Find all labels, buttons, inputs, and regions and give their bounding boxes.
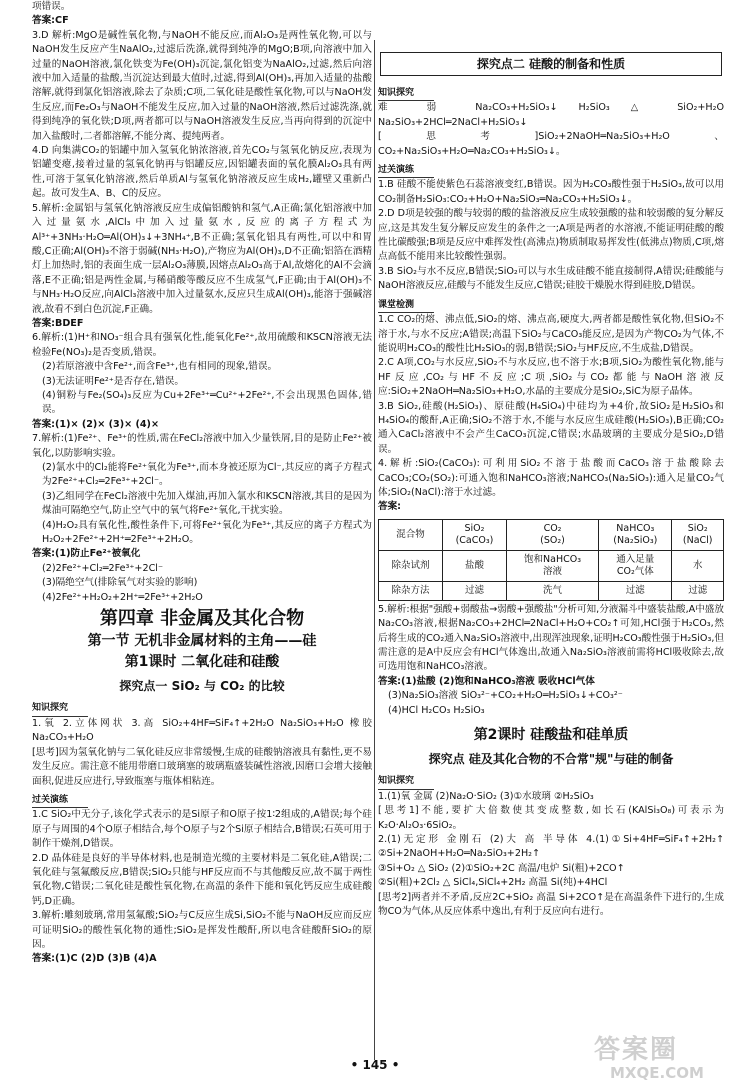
test-item: 2.C A项,CO₂与水反应,SiO₂不与水反应,也不溶于水;B项,SiO₂为酸性氧化物,能与HF反应,CO₂与HF不反应;C项,SiO₂与CO₂都能与NaOH溶液反应:SiO₂+2NaOH═Na₂SiO₃+H₂O,水晶的主要成分是SiO₂,SiC为原子晶体。 — [378, 357, 724, 398]
answer-paragraph: 3.D 解析:MgO是碱性氧化物,与NaOH不能反应,而Al₂O₃是两性氧化物,可以与NaOH发生反应产生NaAlO₂,过滤后洗涤,就得到纯净的MgO;B项,向溶液中加入过量的NaOH溶液,氯化铁变为Fe(OH)₃沉淀,氯化铝变为NaAlO₂,过滤,然后向溶液中加入适量的盐酸,当沉淀达到最大值时,过滤,得到Al(OH)₃,再加入适量的盐酸溶解,就得到氯化铝溶液,除去了杂质;C项,二氧化硅是酸性氧化物,可以与NaOH发生反应,而Fe₂O₃与NaOH不能发生反应,加入过量的NaOH溶液,然后过滤洗涤,就得到纯净的氧化铁;D项,两者都可以与NaOH溶液发生反应,当再向得到的沉淀中加入盐酸时,二者都溶解,不能分离、提纯两者。 — [32, 29, 372, 142]
practice-item: 3.B SiO₂与水不反应,B错误;SiO₂可以与水生成硅酸不能直接制得,A错误;硅酸能与NaOH溶液反应,硅酸与不能发生反应,C错误;硅胶干燥脱水得到硅胶,D错误。 — [378, 265, 724, 292]
practice-tag: 过关演练 — [32, 793, 88, 808]
knowledge-text: 1.(1)氧 金属 (2)Na₂O·SiO₂ (3)①水玻璃 ②H₂SiO₃ — [378, 790, 594, 802]
test-item: 5.解析:根据"强酸+弱酸盐→弱酸+强酸盐"分析可知,分液漏斗中盛装盐酸,A中盛放Na₂CO₃溶液,根据Na₂CO₃+2HCl═2NaCl+H₂O+CO₂↑可知,HCl强于H₂CO₃,然后将生成的CO₂通入Na₂SiO₃溶液中,出现浑浊现象,证明H₂CO₃酸性强于H₂SiO₃,但需注意的是A中反应会有HCl气体逸出,故通入Na₂SiO₃溶液前需将HCl吸收除去,故可选用饱和NaHCO₃溶液。 — [378, 603, 724, 673]
table-cell: 洗气 — [506, 581, 598, 600]
test-item: 1.C CO₂的熔、沸点低,SiO₂的熔、沸点高,硬度大,两者都是酸性氧化物,但SiO₂不溶于水,与水不反应;A错误;高温下SiO₂与CaCO₃能反应,是因为产物CO₂为气体,不能说明H₂CO₃的酸性比H₂SiO₃的弱,B错误;SiO₂与HF反应,不生成盐,D错误。 — [378, 314, 724, 354]
answer-line: (4)HCl H₂CO₃ H₂SiO₃ — [388, 704, 485, 716]
think-text: [思考]SiO₂+2NaOH═Na₂SiO₃+H₂O、CO₂+Na₂SiO₃+H₂O═Na₂CO₃+H₂SiO₃↓。 — [378, 131, 724, 157]
answer-paragraph: 6.解析:(1)H⁺和NO₃⁻组合具有强氧化性,能氧化Fe²⁺,故用硫酸和KSCN溶液无法检验Fe(NO₃)₂是否变质,错误。 — [32, 332, 372, 358]
answer-line: 答案:CF — [32, 15, 69, 27]
column-divider — [374, 40, 375, 1060]
answer-line: 答案: — [378, 501, 402, 513]
table-cell: 过滤 — [672, 581, 724, 600]
table-cell: 过滤 — [443, 581, 507, 600]
think-text: [思考2]两者并不矛盾,反应2C+SiO₂ 高温 Si+2CO↑是在高温条件下进行的,生成物CO为气体,从反应体系中逸出,有利于反应向右进行。 — [378, 891, 724, 918]
answer-paragraph: (4)铜粉与Fe₂(SO₄)₃反应为Cu+2Fe³⁺═Cu²⁺+2Fe²⁺,不会出现黑色固体,错误。 — [42, 389, 372, 416]
answer-line: 答案:(1)C (2)D (3)B (4)A — [32, 953, 157, 965]
answer-paragraph: 4.D 向集满CO₂的铝罐中加入氢氧化钠浓溶液,首先CO₂与氢氧化钠反应,表现为铝罐变瘪,接着过量的氢氧化钠再与铝罐反应,因铝罐表面的氧化膜Al₂O₃具有两性,可溶于氢氧化钠溶液,然后单质Al与氢氧化钠溶液反应生成H₂,罐壁又重新凸起。故可发生A、B、C的反应。 — [32, 145, 372, 200]
probe-heading: 探究点 硅及其化合物的不合常"规"与硅的制备 — [428, 752, 674, 767]
knowledge-tag: 知识探究 — [378, 86, 434, 101]
left-column — [32, 0, 372, 967]
answer-line: 答案:(1)盐酸 (2)饱和NaHCO₃溶液 吸收HCl气体 — [378, 675, 595, 687]
answer-line: (3)Na₂SiO₃溶液 SiO₃²⁻+CO₂+H₂O═H₂SiO₃↓+CO₃²⁻ — [388, 690, 623, 702]
table-cell: 混合物 — [379, 519, 443, 550]
answer-paragraph: (4)H₂O₂具有氧化性,酸性条件下,可将Fe²⁺氧化为Fe³⁺,其反应的离子方程式为H₂O₂+2Fe²⁺+2H⁺═2Fe³⁺+2H₂O。 — [42, 519, 372, 546]
answer-line: 答案:(1)× (2)× (3)× (4)× — [32, 418, 159, 430]
knowledge-text: 1.氧 2.立体网状 3.高 SiO₂+4HF═SiF₄↑+2H₂O Na₂SiO₃+H₂O 橡胶 Na₂CO₃+H₂O — [32, 717, 372, 744]
answer-line: (2)2Fe²⁺+Cl₂═2Fe³⁺+2Cl⁻ — [42, 562, 164, 574]
practice-item: 2.D 晶体硅是良好的半导体材料,也是制造光缆的主要材料是二氧化硅,A错误;二氧化硅与氢氟酸反应,B错误;SiO₂只能与HF反应而不与其他酸反应,故不属于两性氧化物,C错误;二氧化硅是酸性氧化物,在高温的条件下能和氧化钙反应生成硅酸钙,D正确。 — [32, 852, 372, 907]
practice-tag: 过关演练 — [378, 163, 434, 178]
table-row — [379, 519, 724, 550]
watermark-url: MXQE.COM — [610, 1064, 704, 1082]
watermark-logo: 答案圈 — [594, 1035, 679, 1065]
table-cell: 过滤 — [599, 581, 672, 600]
table-cell: CO₂ (SO₂) — [506, 519, 598, 550]
test-item: 3.B SiO₂,硅酸(H₂SiO₃)、原硅酸(H₄SiO₄)中硅均为+4价,故SiO₂是H₂SiO₃和H₄SiO₄的酸酐,A正确;SiO₂不溶于水,不能与水反应生成硅酸(H₂SiO₃),B正确;CO₂通入CaCl₂溶液中不会产生CaCO₃沉淀,C错误;水晶玻璃的主要成分是SiO₂,D错误。 — [378, 400, 724, 455]
answer-line: 答案:(1)防止Fe²⁺被氧化 — [32, 548, 141, 560]
right-column — [378, 0, 724, 920]
lesson-title: 第1课时 二氧化硅和硅酸 — [124, 654, 280, 671]
practice-item: 3.解析:雕刻玻璃,常用氢氟酸;SiO₂与C反应生成Si,SiO₂不能与NaOH反应而反应可证明SiO₂的酸性氧化物的通性;SiO₂是挥发性酸酐,所以电含硅酸酐SiO₂的原因。 — [32, 910, 372, 950]
table-cell: 饱和NaHCO₃ 溶液 — [506, 550, 598, 581]
knowledge-text: ②Si(粗)+2Cl₂ △ SiCl₄,SiCl₄+2H₂ 高温 Si(纯)+4HCl — [378, 877, 608, 889]
probe-heading: 探究点二 硅酸的制备和性质 — [380, 52, 722, 76]
answer-paragraph: 7.解析:(1)Fe²⁺、Fe³⁺的性质,需在FeCl₂溶液中加入少量铁屑,目的是防止Fe²⁺被氧化,以防影响实验。 — [32, 433, 372, 459]
answer-paragraph: (2)氯水中的Cl₂能将Fe²⁺氧化为Fe³⁺,而本身被还原为Cl⁻,其反应的离子方程式为2Fe²⁺+Cl₂═2Fe³⁺+2Cl⁻。 — [42, 462, 372, 488]
table-cell: 除杂方法 — [379, 581, 443, 600]
table-row — [379, 550, 724, 581]
answer-paragraph: (3)无法证明Fe²⁺是否存在,错误。 — [42, 375, 184, 387]
table-cell: 通入足量 CO₂气体 — [599, 550, 672, 581]
think-text: [思考]因为氢氧化钠与二氧化硅反应非常缓慢,生成的硅酸钠溶液具有黏性,更不易发生反应。需注意不能用带磨口玻璃塞的玻璃瓶盛装碱性溶液,因磨口会增大接触面积,促进反应进行,导致瓶塞与瓶体相粘连。 — [32, 746, 372, 787]
section-title: 第一节 无机非金属材料的主角——硅 — [87, 633, 317, 650]
answer-paragraph: 5.解析:金属铝与氢氧化钠溶液反应生成偏铝酸钠和氢气,A正确;氯化铝溶液中加入过量氨水,AlCl₃中加入过量氨水,反应的离子方程式为Al³⁺+3NH₃·H₂O═Al(OH)₃↓+3NH₄⁺,B不正确;氢氧化铝具有两性,可以中和胃酸,C正确;Al(OH)₃不溶于弱碱(NH₃·H₂O),产物应为Al(OH)₃,D不正确;铝箔在酒精灯上加热时,铝的表面生成一层Al₂O₃薄膜,因熔点Al₂O₃高于Al,故熔化的Al不会滴落,E不正确;铝是两性金属,与稀硝酸等酸反应不生成氢气,F正确;由于Al(OH)₃不与NH₃·H₂O反应,向AlCl₃溶液中加入过量氨水,反应只生成Al(OH)₃,能溶于强碱溶液,故看不到白色沉淀,F正确。 — [32, 202, 372, 315]
think-text: [思考1]不能,要扩大倍数使其变成整数,如长石(KAlSi₃O₈)可表示为K₂O·Al₂O₃·6SiO₂。 — [378, 805, 724, 831]
probe-heading: 探究点一 SiO₂ 与 CO₂ 的比较 — [119, 679, 285, 694]
knowledge-tag: 知识探究 — [32, 701, 88, 716]
class-test-tag: 课堂检测 — [378, 298, 434, 313]
answer-paragraph: (2)若原溶液中含Fe²⁺,而含Fe³⁺,也有相同的现象,错误。 — [42, 361, 278, 373]
impurity-table — [378, 519, 724, 601]
answer-paragraph: (3)乙组同学在FeCl₂溶液中先加入煤油,再加入氯水和KSCN溶液,其目的是因为煤油可隔绝空气,防止空气中的氧气将Fe²⁺氧化,干扰实验。 — [42, 490, 372, 517]
lesson-title: 第2课时 硅酸盐和硅单质 — [473, 727, 629, 744]
answer-line: (4)2Fe²⁺+H₂O₂+2H⁺═2Fe³⁺+2H₂O — [42, 591, 203, 603]
table-row — [379, 581, 724, 600]
answer-line: 答案:BDEF — [32, 317, 84, 329]
knowledge-text: 2.(1)无定形 金刚石 (2)大 高 半导体 4.(1)①Si+4HF═SiF₄↑+2H₂↑ ②Si+2NaOH+H₂O═Na₂SiO₃+2H₂↑ — [378, 834, 724, 860]
answer-line: (3)隔绝空气(排除氧气对实验的影响) — [42, 577, 198, 589]
practice-item: 2.D D项是较强的酸与较弱的酸的盐溶液反应生成较强酸的盐和较弱酸的复分解反应,这是其发生复分解反应发生的条件之一;A项是两者的水溶液,不能证明硅酸的酸性比碳酸强;B项是反应中难挥发性(高沸点)物质制取易挥发性(低沸点)物质,C项,熔点高低不能用来比较酸性强弱。 — [378, 208, 724, 263]
knowledge-text: ③Si+O₂ △ SiO₂ (2)①SiO₂+2C 高温/电炉 Si(粗)+2CO↑ — [378, 862, 625, 874]
chapter-title: 第四章 非金属及其化合物 — [99, 608, 305, 630]
table-cell: NaHCO₃ (Na₂SiO₃) — [599, 519, 672, 550]
knowledge-tag: 知识探究 — [378, 774, 434, 789]
page-number: • 145 • — [350, 1058, 400, 1072]
practice-item: 1.C SiO₂中无分子,该化学式表示的是Si原子和O原子按1∶2组成的,A错误;每个硅原子与周围的4个O原子相结合,每个O原子与2个Si原子相结合,B错误;石英可用于制作干燥剂,D错误。 — [32, 809, 372, 850]
table-cell: 水 — [672, 550, 724, 581]
test-item: 4.解析:SiO₂(CaCO₃):可利用SiO₂不溶于盐酸而CaCO₃溶于盐酸除去CaCO₃;CO₂(SO₂):可通入饱和NaHCO₃溶液;NaHCO₃(Na₂SiO₃):通入足量CO₂气体;SiO₂(NaCl):溶于水过滤。 — [378, 458, 724, 498]
table-cell: 盐酸 — [443, 550, 507, 581]
knowledge-text: 难 弱 Na₂CO₃+H₂SiO₃↓ H₂SiO₃ △ SiO₂+H₂O Na₂SiO₃+2HCl═2NaCl+H₂SiO₃↓ — [378, 102, 724, 128]
table-cell: 除杂试剂 — [379, 550, 443, 581]
table-cell: SiO₂ (CaCO₃) — [443, 519, 507, 550]
text-line: 项错误。 — [32, 1, 71, 12]
table-cell: SiO₂ (NaCl) — [672, 519, 724, 550]
practice-item: 1.B 硅酸不能使紫色石蕊溶液变红,B错误。因为H₂CO₃酸性强于H₂SiO₃,故可以用CO₂制备H₂SiO₃:CO₂+H₂O+Na₂SiO₃═Na₂CO₃+H₂SiO₃↓。 — [378, 179, 724, 205]
